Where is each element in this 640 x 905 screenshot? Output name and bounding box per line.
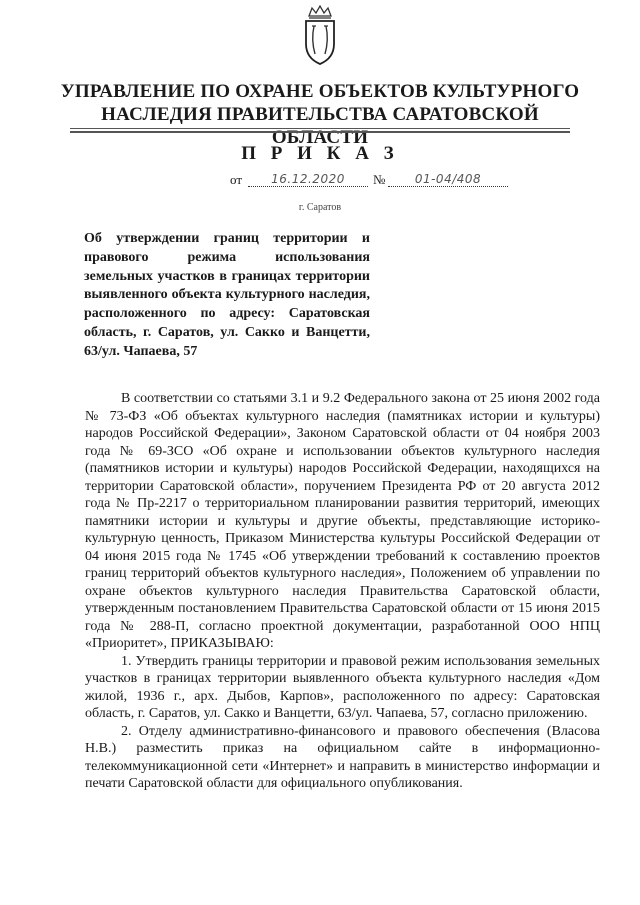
document-title: П Р И К А З bbox=[241, 143, 399, 164]
header-divider-thin bbox=[70, 128, 570, 129]
preamble-paragraph: В соответствии со статьями 3.1 и 9.2 Федерального закона от 25 июня 2002 года № 73-ФЗ «Об объектах культурного наследия (памятниках истории и культуры) народов Российской Федерации», Законом Саратовской области от 04 ноября 2003 года № 69-ЗСО «Об охране и использовании объектов культурного наследия (памятников истории и культуры) народов Российской Федерации, находящихся на территории Саратовской области», поручением Президента РФ от 20 августа 2012 года № Пр-2217 о территориальном планировании развития территорий, имеющих памятники истории и культуры и другие объекты, представляющие историко-культурную ценность, Приказом Министерства культуры Российской Федерации от 04 июня 2015 года № 1745 «Об утверждении требований к составлению проектов границ территорий объектов культурного наследия», Положением об управлении по охране объектов культурного наследия Правительства Саратовской области, утвержденным постановлением Правительства Саратовской области от 15 июня 2015 года № 288-П, согласно проектной документации, разработанной ООО НПЦ «Приоритет», ПРИКАЗЫВАЮ: bbox=[85, 391, 600, 651]
saratov-coat-of-arms-icon bbox=[300, 4, 340, 66]
header-divider-thick bbox=[70, 131, 570, 133]
document-body bbox=[85, 390, 600, 793]
number-value: 01-04/408 bbox=[388, 172, 508, 187]
document-subject: Об утверждении границ территории и правового режима использования земельных участков в границах территории выявленного объекта культурного наследия, расположенного по адресу: Саратовская область, г. Саратов, ул. Сакко и Ванцетти, 63/ул. Чапаева, 57 bbox=[84, 231, 370, 359]
date-label: от bbox=[230, 172, 243, 187]
city-label: г. Саратов bbox=[298, 202, 342, 213]
organization-name-line2: НАСЛЕДИЯ ПРАВИТЕЛЬСТВА САРАТОВСКОЙ ОБЛАСТИ bbox=[101, 104, 539, 148]
order-item-2: 2. Отделу административно-финансового и правового обеспечения (Власова Н.В.) разместить приказ на официальном сайте в информационно-телекоммуникационной сети «Интернет» и направить в министерство информации и печати Саратовской области для официального опубликования. bbox=[85, 723, 600, 791]
date-value: 16.12.2020 bbox=[248, 172, 368, 187]
organization-name-line1: УПРАВЛЕНИЕ ПО ОХРАНЕ ОБЪЕКТОВ КУЛЬТУРНОГО bbox=[60, 81, 580, 102]
order-item-1: 1. Утвердить границы территории и правовой режим использования земельных участков в границах территории выявленного объекта культурного наследия «Дом жилой, 1936 г., арх. Дыбов, Карпов», расположенного по адресу: Саратовская область, г. Саратов, ул. Сакко и Ванцетти, 63/ул. Чапаева, 57, согласно приложению. bbox=[85, 653, 600, 721]
number-label: № bbox=[373, 172, 386, 187]
